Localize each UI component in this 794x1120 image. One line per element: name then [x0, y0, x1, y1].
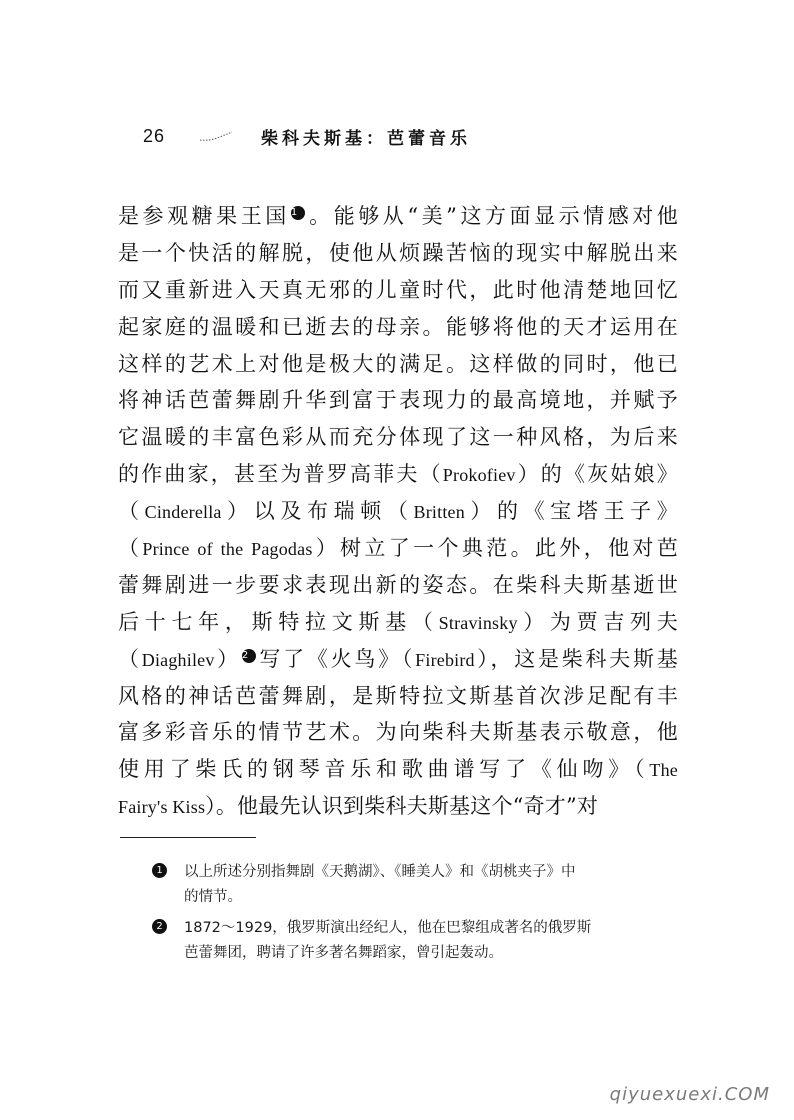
text-segment: ）。他最先认识到柴科夫斯基这个“奇才”对: [205, 794, 599, 819]
body-text: [118, 198, 678, 825]
text-line: [118, 714, 678, 751]
text-line: [118, 272, 678, 309]
text-segment: ）为贾吉列夫: [517, 609, 678, 634]
footnote-line: 的情节。: [184, 889, 242, 905]
text-segment: ）以及布瑞顿（: [221, 499, 414, 524]
text-segment: （: [118, 646, 142, 671]
text-segment: 风格的神话芭蕾舞剧，是斯特拉文斯基首次涉足配有丰: [118, 683, 678, 708]
text-segment: 将神话芭蕾舞剧升华到富于表现力的最高境地，并赋予: [118, 388, 678, 413]
english-term: Firebird: [415, 649, 475, 670]
text-segment: ）树立了一个典范。此外，他对芭: [312, 536, 678, 561]
english-term: Prince of the Pagodas: [142, 539, 313, 560]
text-line: [118, 751, 678, 788]
footnote-number: 1: [152, 863, 167, 878]
text-segment: ）的《宝塔王子》: [464, 499, 678, 524]
footnote-line: 1872～1929，俄罗斯演出经纪人，他在巴黎组成著名的俄罗斯: [184, 920, 592, 936]
text-line: [118, 493, 678, 530]
footnote: [152, 916, 678, 966]
footnote: [152, 860, 678, 910]
text-line: [118, 346, 678, 383]
footnote-number: 2: [152, 919, 167, 934]
english-term: Prokofiev: [442, 465, 516, 486]
text-segment: （: [118, 499, 145, 524]
footnotes: [152, 860, 678, 972]
text-line: [118, 456, 678, 493]
text-segment: ），这是柴科夫斯基: [474, 646, 678, 671]
english-term: The: [649, 760, 678, 781]
english-term: Britten: [413, 502, 465, 523]
footnote-divider: [120, 837, 256, 838]
english-term: Fairy's Kiss: [118, 797, 206, 818]
text-segment: 蕾舞剧进一步要求表现出新的姿态。在柴科夫斯基逝世: [118, 572, 678, 597]
text-line: [118, 604, 678, 641]
text-segment: ）: [214, 646, 241, 671]
text-segment: 富多彩音乐的情节艺术。为向柴科夫斯基表示敬意，他: [118, 720, 678, 745]
text-line: [118, 419, 678, 456]
watermark: qiyuexuexi.COM: [609, 1084, 770, 1105]
text-segment: 起家庭的温暖和已逝去的母亲。能够将他的天才运用在: [118, 314, 678, 339]
text-line: [118, 788, 678, 825]
text-line: [118, 641, 678, 678]
text-line: [118, 567, 678, 604]
text-segment: 这样的艺术上对他是极大的满足。这样做的同时，他已: [118, 351, 678, 376]
text-segment: 的作曲家，甚至为普罗高菲夫（: [118, 462, 443, 487]
text-line: [118, 678, 678, 715]
text-segment: 是参观糖果王国: [118, 204, 290, 228]
text-segment: 它温暖的丰富色彩从而充分体现了这一种风格，为后来: [118, 425, 678, 450]
text-line: [118, 382, 678, 419]
running-header: [143, 121, 563, 151]
text-segment: 是一个快活的解脱，使他从烦躁苦恼的现实中解脱出来: [118, 240, 678, 265]
text-segment: 后十七年，斯特拉文斯基（: [118, 609, 439, 634]
footnote-reference: 2: [242, 649, 256, 663]
text-line: [118, 530, 678, 567]
text-segment: 而又重新进入天真无邪的儿童时代，此时他清楚地回忆: [118, 277, 678, 302]
english-term: Stravinsky: [438, 612, 518, 633]
footnote-line: 芭蕾舞团，聘请了许多著名舞蹈家，曾引起轰动。: [184, 945, 503, 961]
text-segment: 使用了柴氏的钢琴音乐和歌曲谱写了《仙吻》（: [118, 757, 650, 782]
text-segment: （: [118, 536, 143, 561]
text-line: [118, 235, 678, 272]
english-term: Diaghilev: [141, 649, 215, 670]
text-segment: ）的《灰姑娘》: [515, 462, 678, 487]
english-term: Cinderella: [144, 502, 222, 523]
text-segment: 写了《火鸟》（: [256, 646, 416, 671]
text-line: [118, 309, 678, 346]
text-line: [118, 198, 678, 235]
footnote-line: 以上所述分别指舞剧《天鹅湖》、《睡美人》和《胡桃夹子》中: [184, 864, 576, 880]
text-segment: 。能够从“美”这方面显示情感对他: [305, 204, 678, 228]
footnote-reference: 1: [291, 206, 305, 220]
header-ornament-icon: [199, 130, 233, 142]
running-title: 柴科夫斯基：芭蕾音乐: [261, 128, 472, 149]
page-number: 26: [143, 125, 166, 146]
